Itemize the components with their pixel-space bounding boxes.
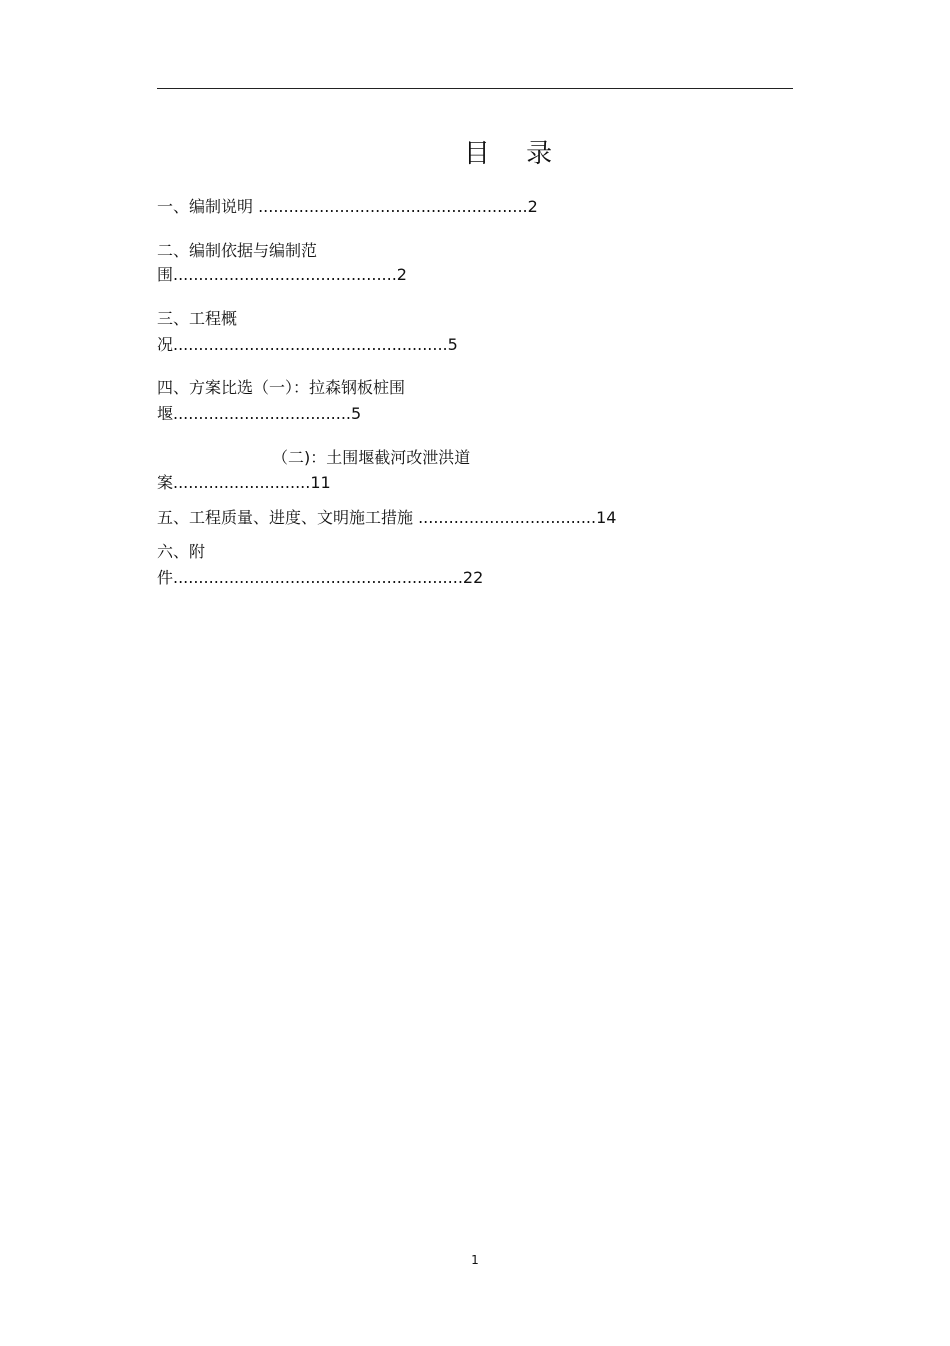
toc-entry-4-line1[interactable]: 四、方案比选（一）：拉森钢板桩围 [157, 378, 406, 397]
toc-entry-5-line2[interactable]: 案...........................11 [157, 473, 331, 492]
toc-entry-2-line2[interactable]: 围............................................2 [157, 265, 407, 284]
toc-title: 目 录 [463, 139, 567, 169]
toc-entry-3-line2[interactable]: 况......................................................5 [157, 335, 458, 354]
toc-entry-1[interactable]: 一、编制说明 .....................................................2 [157, 197, 538, 216]
toc-entry-3-line1[interactable]: 三、工程概 [157, 309, 238, 328]
toc-entry-2-line1[interactable]: 二、编制依据与编制范 [157, 241, 318, 260]
toc-entry-6[interactable]: 五、工程质量、进度、文明施工措施 ...................................14 [157, 508, 617, 527]
toc-entry-7-line1[interactable]: 六、附 [157, 542, 206, 561]
toc-entry-5-line1[interactable]: （二)：土围堰截河改泄洪道 [272, 448, 471, 467]
page-number: 1 [471, 1253, 479, 1267]
toc-entry-7-line2[interactable]: 件.........................................................22 [157, 568, 484, 587]
header-rule [157, 88, 793, 89]
toc-entry-4-line2[interactable]: 堰...................................5 [157, 404, 362, 423]
